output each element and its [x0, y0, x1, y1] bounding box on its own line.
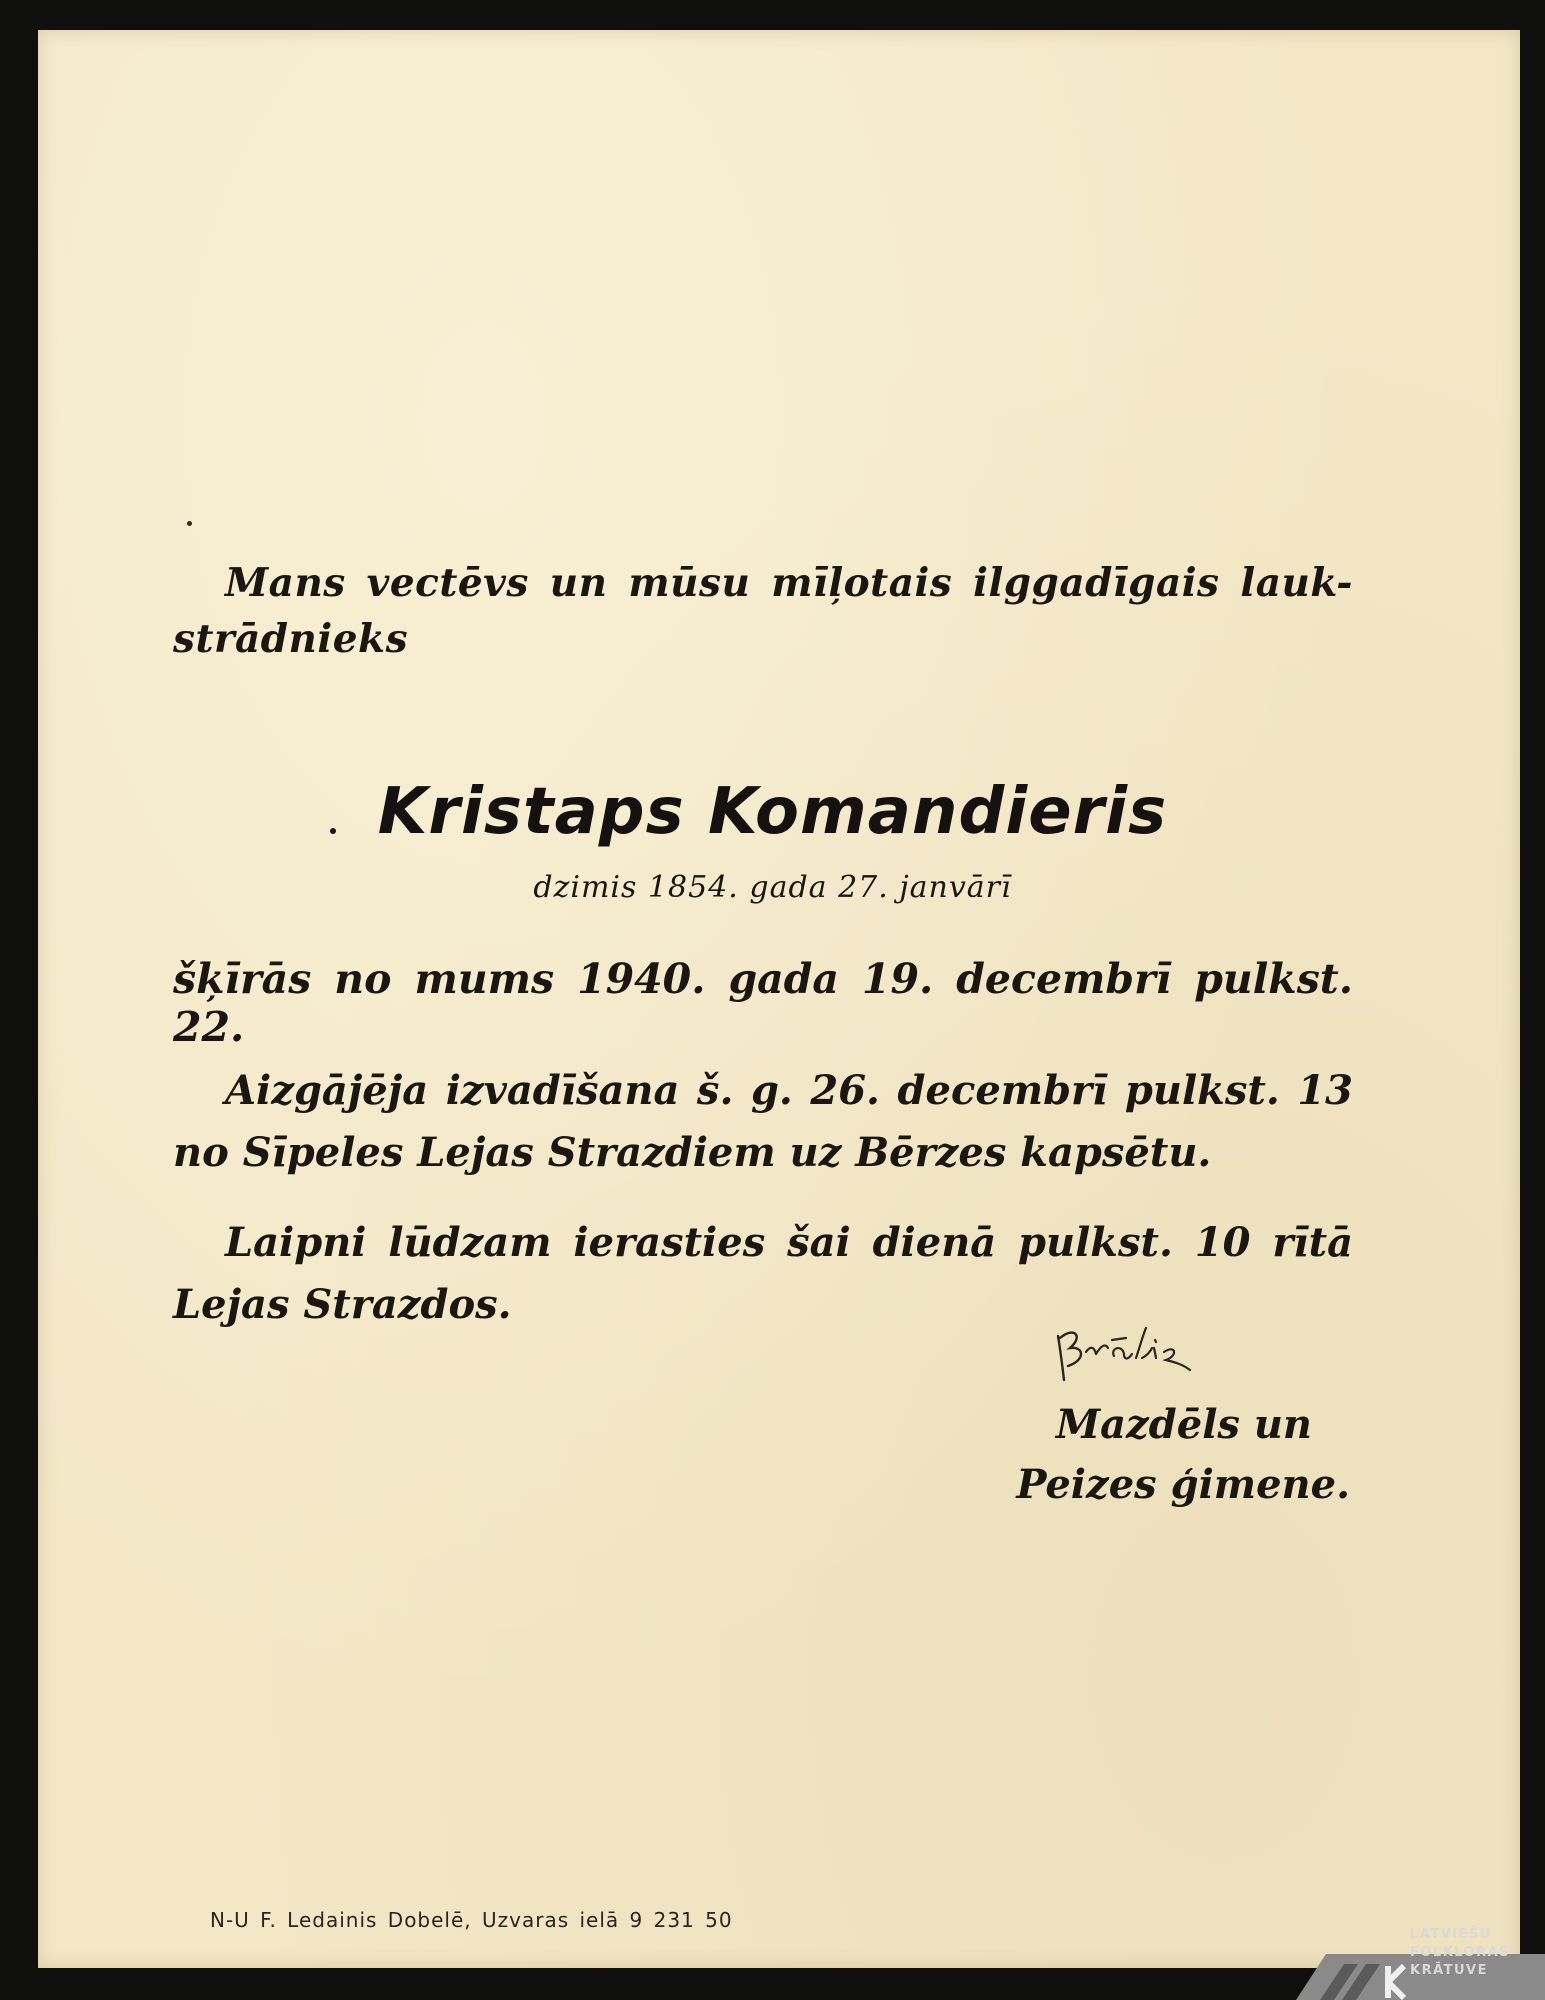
funeral-line-1: Aizgājēja izvadīšana š. g. 26. decembrī pulkst. 13 — [225, 1067, 1353, 1114]
signer-line-1: Mazdēls un — [1055, 1401, 1312, 1448]
intro-line-2: strādnieks — [173, 616, 409, 662]
archive-logo-text — [1410, 1926, 1545, 1980]
birth-date: dzimis 1854. gada 27. janvārī — [533, 870, 1012, 905]
archive-logo-line-3: KRĀTUVE — [1410, 1963, 1489, 1978]
funeral-paragraph — [173, 1060, 1353, 1184]
invite-line-2: Lejas Strazdos. — [173, 1281, 512, 1328]
archive-logo-line-2: FOLKLORAS — [1410, 1945, 1511, 1960]
signers-block — [1016, 1395, 1350, 1515]
printer-imprint: N-U F. Ledainis Dobelē, Uzvaras ielā 9 231 50 — [210, 1908, 733, 1932]
funeral-line-2: no Sīpeles Lejas Strazdiem uz Bērzes kapsētu. — [173, 1129, 1212, 1176]
paper-speck — [187, 521, 192, 526]
intro-paragraph — [173, 555, 1353, 667]
deceased-name: Kristaps Komandieris — [377, 775, 1168, 849]
archive-logo-line-1: LATVIEŠU — [1410, 1927, 1492, 1942]
death-date: šķīrās no mums 1940. gada 19. decembrī pulkst. 22. — [173, 955, 1353, 1051]
signer-line-2: Peizes ģimene. — [1016, 1461, 1350, 1508]
intro-line-1: Mans vectēvs un mūsu mīļotais ilggadīgais lauk- — [225, 560, 1353, 606]
invite-line-1: Laipni lūdzam ierasties šai dienā pulkst. 10 rītā — [225, 1219, 1353, 1266]
handwritten-signature — [1050, 1318, 1210, 1388]
